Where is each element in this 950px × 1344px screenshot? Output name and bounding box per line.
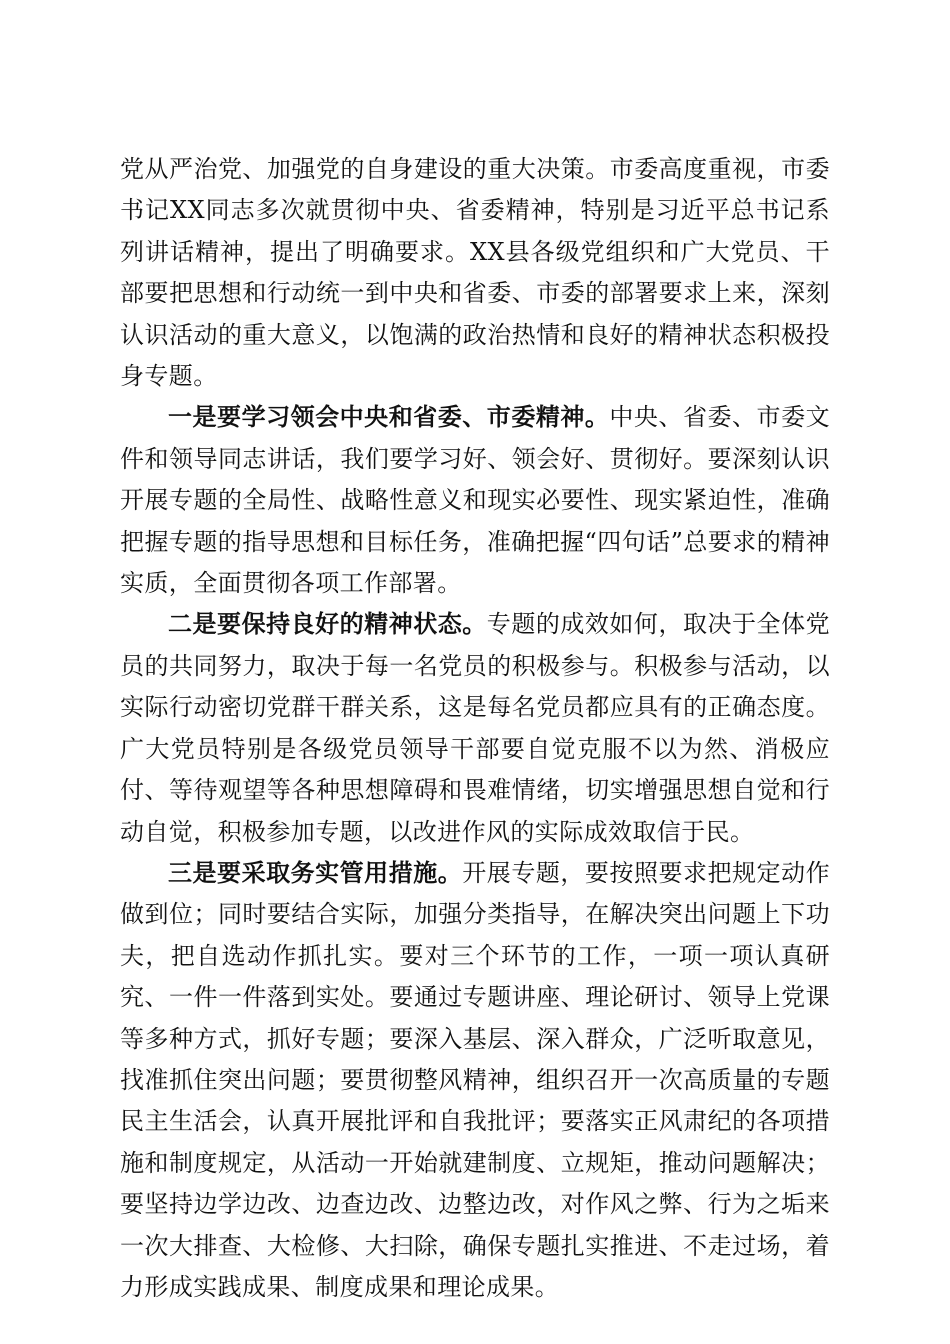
paragraph-intro [120, 149, 830, 397]
paragraph-intro-text: 党从严治党、加强党的自身建设的重大决策。市委高度重视，市委书记XX同志多次就贯彻中央、省委精神，特别是习近平总书记系列讲话精神，提出了明确要求。XX县各级党组织和广大党员、干部要把思想和行动统一到中央和省委、市委的部署要求上来，深刻认识活动的重大意义，以饱满的政治热情和良好的精神状态积极投身专题。 [120, 155, 830, 391]
paragraph-point-three-heading: 三是要采取务实管用措施。 [168, 858, 463, 887]
paragraph-point-one-text: 中央、省委、市委文件和领导同志讲话，我们要学习好、领会好、贯彻好。要深刻认识开展专题的全局性、战略性意义和现实必要性、现实紧迫性，准确把握专题的指导思想和目标任务，准确把握“四句话”总要求的精神实质，全面贯彻各项工作部署。 [120, 403, 830, 598]
paragraph-point-three [120, 853, 830, 1308]
paragraph-point-three-text: 开展专题，要按照要求把规定动作做到位；同时要结合实际，加强分类指导，在解决突出问题上下功夫，把自选动作抓扎实。要对三个环节的工作，一项一项认真研究、一件一件落到实处。要通过专题讲座、理论研讨、领导上党课等多种方式，抓好专题；要深入基层、深入群众，广泛听取意见，找准抓住突出问题；要贯彻整风精神，组织召开一次高质量的专题民主生活会，认真开展批评和自我批评；要落实正风肃纪的各项措施和制度规定，从活动一开始就建制度、立规矩，推动问题解决；要坚持边学边改、边查边改、边整边改，对作风之弊、行为之垢来一次大排查、大检修、大扫除，确保专题扎实推进、不走过场，着力形成实践成果、制度成果和理论成果。 [120, 858, 830, 1301]
paragraph-point-one-heading: 一是要学习领会中央和省委、市委精神。 [168, 403, 610, 432]
paragraph-point-two-text: 专题的成效如何，取决于全体党员的共同努力，取决于每一名党员的积极参与。积极参与活动，以实际行动密切党群干群关系，这是每名党员都应具有的正确态度。广大党员特别是各级党员领导干部要自觉克服不以为然、消极应付、等待观望等各种思想障碍和畏难情绪，切实增强思想自觉和行动自觉，积极参加专题，以改进作风的实际成效取信于民。 [120, 610, 830, 846]
paragraph-point-one [120, 397, 830, 604]
paragraph-point-two-heading: 二是要保持良好的精神状态。 [168, 610, 487, 639]
paragraph-point-two [120, 604, 830, 852]
document-body [120, 149, 830, 1308]
